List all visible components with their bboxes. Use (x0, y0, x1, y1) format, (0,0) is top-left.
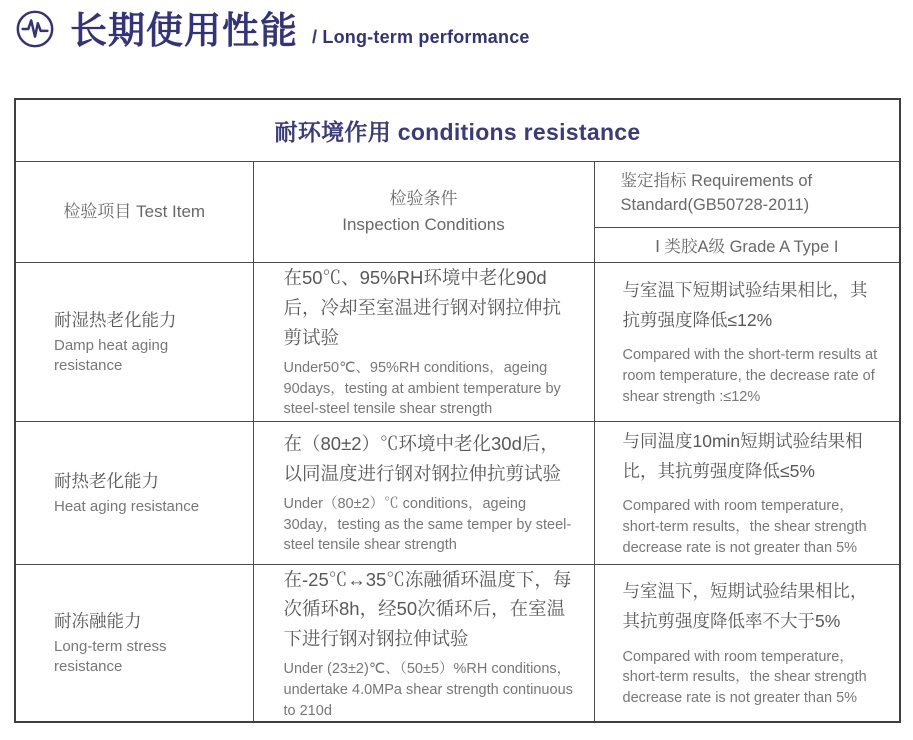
header-conditions-en: Inspection Conditions (342, 214, 505, 234)
conditions-resistance-table (14, 98, 901, 723)
page-title-zh: 长期使用性能 (70, 10, 298, 52)
item-zh: 耐冻融能力 (54, 611, 142, 632)
header-requirements: 鉴定指标 Requirements of Standard(GB50728-2011) (594, 161, 900, 227)
condition-en: Under (23±2)℃、（50±5）%RH conditions，undertake 4.0MPa shear strength continuous to 210d (283, 661, 573, 719)
item-cell-damp-heat (15, 262, 253, 421)
condition-en: Under50℃、95%RH conditions，ageing 90days，testing at ambient temperature by steel-steel tensile shear strength (283, 360, 561, 418)
condition-en: Under（80±2）℃ conditions，ageing 30day，testing as the same temper by steel-steel tensile shear strength (283, 496, 572, 554)
condition-cell (253, 564, 594, 722)
item-cell-heat-aging (15, 421, 253, 564)
header-grade: Ⅰ 类胶A级 Grade A Type I (594, 227, 900, 262)
item-zh: 耐湿热老化能力 (54, 309, 177, 330)
condition-cell (253, 421, 594, 564)
condition-zh: 在-25℃↔35℃冻融循环温度下，每次循环8h，经50次循环后，在室温下进行钢对钢拉伸试验 (283, 568, 572, 650)
header-inspection-conditions (253, 161, 594, 262)
requirement-cell (594, 564, 900, 722)
header-test-item: 检验项目 Test Item (15, 161, 253, 262)
table-row (15, 262, 900, 421)
condition-cell (253, 262, 594, 421)
page-title-en: / Long-term performance (312, 27, 530, 47)
page-header (14, 8, 530, 52)
requirement-cell (594, 421, 900, 564)
header-conditions-zh: 检验条件 (389, 189, 458, 208)
table-row (15, 564, 900, 722)
item-en: Damp heat aging resistance (54, 336, 169, 374)
requirement-en: Compared with the short-term results at room temperature, the decrease rate of shear strength :≤12% (622, 347, 878, 405)
item-en: Long-term stress resistance (54, 638, 167, 676)
item-cell-freeze-thaw (15, 564, 253, 722)
table-title: 耐环境作用 conditions resistance (15, 99, 900, 161)
condition-zh: 在50℃、95%RH环境中老化90d后，冷却至室温进行钢对钢拉伸抗剪试验 (283, 267, 562, 349)
requirement-zh: 与室温下短期试验结果相比，其抗剪强度降低≤12% (622, 279, 868, 330)
requirement-en: Compared with room temperature，short-term results，the shear strength decrease rate is not greater than 5% (622, 648, 867, 706)
table-row (15, 421, 900, 564)
requirement-zh: 与同温度10min短期试验结果相比，其抗剪强度降低≤5% (622, 430, 863, 481)
pulse-icon (14, 8, 56, 50)
requirement-zh: 与室温下，短期试验结果相比，其抗剪强度降低率不大于5% (622, 581, 868, 631)
requirement-en: Compared with room temperature，short-term results，the shear strength decrease rate is not greater than 5% (622, 498, 867, 556)
requirement-cell (594, 262, 900, 421)
item-en: Heat aging resistance (54, 497, 200, 515)
item-zh: 耐热老化能力 (54, 470, 159, 491)
condition-zh: 在（80±2）℃环境中老化30d后，以同温度进行钢对钢拉伸抗剪试验 (283, 433, 562, 485)
